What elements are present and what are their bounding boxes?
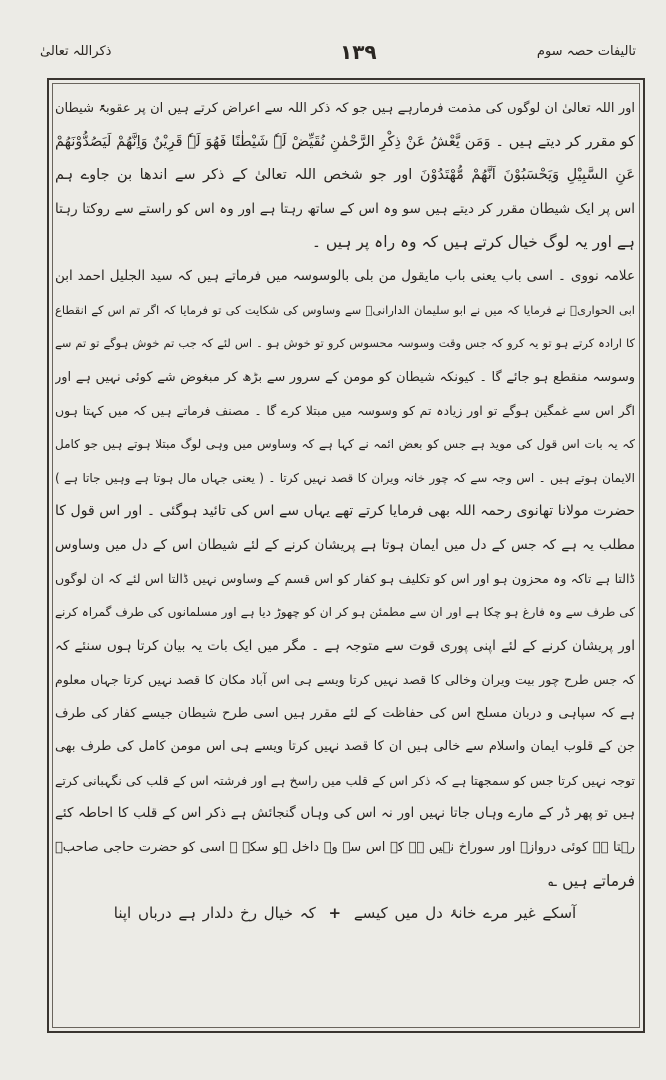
quran-verse-line: عَنِ السَّبِیْلِ وَیَحْسَبُوْنَ اَنَّھُمْ مُّھْتَدُوْنَ اور جو شخص اللہ تعالیٰ کے ذکر سے اندھا بن جاوے ہم (55, 167, 635, 184)
couplet-first-hemistich: آسکے غیر مرے خانۂ دل میں کیسے (353, 904, 577, 923)
text-line: علامہ نووی ۔ اسی باب یعنی باب مایقول من بلی بالوسوسہ میں فرماتے ہیں کہ سید الجلیل احمد ابن (55, 267, 635, 284)
text-line: کہ یہ بات اس قول کی موید ہے جس کو بعض ائمہ نے کہا ہے کہ وساوس میں وہی لوگ مبتلا ہوتے ہیں جو کامل (55, 436, 635, 451)
text-line: جن کے قلوب ایمان واسلام سے خالی ہیں ان کا قصد نہیں کرتا ویسے ہی اس مومن کامل کی طرف بھی (55, 739, 635, 755)
couplet-separator: + (328, 904, 342, 923)
text-line: حضرت مولانا تھانوی رحمہ اللہ بھی فرمایا کرتے تھے یہاں سے اس کی تائید ہوگئی ۔ اور اس قول کا (55, 503, 635, 520)
couplet-second-hemistich: کہ خیال رخ دلدار ہے درباں اپنا (113, 904, 316, 923)
text-line: فرماتے ہیں ؎ (548, 871, 635, 890)
text-line: ابی الحواریؒ نے فرمایا کہ میں نے ابو سلیمان الدارانیؒ سے وساوس کی شکایت کی تو فرمایا کہ اگر تم اس کے انقطاع (55, 302, 635, 317)
page-header (40, 40, 636, 76)
text-line: اس پر ایک شیطان مقرر کر دیتے ہیں سو وہ اس کے ساتھ رہتا ہے اور وہ اس کو راستے سے روکتا رہتا (55, 200, 635, 217)
text-line: مطلب یہ ہے کہ جس کے دل میں ایمان ہوتا ہے پریشان کرنے کے لئے شیطان اس کے دل میں وساوس (55, 536, 635, 553)
chapter-title: ذکراللہ تعالیٰ (40, 44, 112, 59)
quran-verse-line: کو مقرر کر دیتے ہیں ۔ وَمَن یَّعْشُ عَنْ ذِکْرِ الرَّحْمٰنِ نُقَیِّضْ لَہٗ شَیْطٰنًا فَھُوَ لَہٗ قَرِیْنٌ وَاِنَّھُمْ لَیَصُدُّوْنَھُمْ (55, 133, 635, 150)
text-line: ہیں تو پھر ڈر کے مارے وہاں جاتا نہیں اور نہ اس کی وہاں گنجائش ہے ذکر اس کے قلب کا احاطہ کئے (55, 805, 635, 822)
text-line: رہتا ہے کوئی دروازہ اور سوراخ نہیں ہے کہ اس سے وہ داخل ہو سکے ۔ اسی کو حضرت حاجی صاحبؒ (55, 840, 635, 856)
text-line: کا ارادہ کرتے ہو تو یہ کرو کہ جس وقت وسوسہ محسوس کرو تو خوش ہو ۔ اس لئے کہ جب تم خوش ہوگے تو تم سے (55, 336, 635, 351)
text-line: کہ جس طرح چور بیت ویران وخالی کا قصد نہیں کرتا ویسے ہی اس آباد مکان کا قصد نہیں کرتا جہاں معلوم (55, 672, 635, 688)
text-line: ڈالتا ہے تاکہ وہ محزون ہو اور اس کو تکلیف ہو کفار کو اس قسم کے وساوس نہیں ڈالتا اس لئے کہ ان لوگوں (55, 571, 635, 587)
text-line: ہے اور یہ لوگ خیال کرتے ہیں کہ وہ راہ پر ہیں ۔ (311, 233, 635, 252)
text-line: اور پریشان کرنے کے لئے اپنی پوری قوت سے متوجہ ہے ۔ مگر میں ایک بات یہ بیان کرتا ہوں سنئے کہ (55, 637, 635, 654)
book-title: تالیفات حصہ سوم (536, 44, 636, 59)
text-line: اگر اس سے غمگین ہوگے تو اور زیادہ تم کو وسوسہ میں مبتلا کرے گا ۔ مصنف فرماتے ہیں کہ میں کہتا ہوں (55, 403, 635, 419)
poetry-couplet (55, 898, 635, 928)
text-line: کی طرف سے وہ فارغ ہو چکا ہے اور ان سے مطمئن ہو کر ان کو چھوڑ دیا ہے اور مسلمانوں کی طرف گمراہ کرنے (55, 604, 635, 619)
text-line: وسوسہ منقطع ہو جائے گا ۔ کیونکہ شیطان کو مومن کے سرور سے بڑھ کر مبغوض شے کوئی نہیں ہے اور (55, 369, 635, 385)
text-line: اور اللہ تعالیٰ ان لوگوں کی مذمت فرمارہے ہیں جو کہ ذکر اللہ سے اعراض کرتے ہیں ان پر عقوبۃً شیطان (55, 101, 635, 116)
page-body (55, 92, 635, 1012)
text-line: ہے کہ سپاہی و دربان مسلح اس کی حفاظت کے لئے مقرر ہیں اسی طرح شیطان جیسے کفار کی طرف (55, 705, 635, 721)
page-number: ۱۳۹ (340, 40, 377, 64)
text-line: توجہ نہیں کرتا جس کو سمجھتا ہے کہ ذکر اس کے قلب میں راسخ ہے اور فرشتہ اس کے قلب کی نگہبانی کرتے (55, 772, 635, 788)
text-line: الایمان ہوتے ہیں ۔ اس وجہ سے کہ چور خانہ ویران کا قصد نہیں کرتا ۔ ( یعنی جہاں مال ہوتا ہے وہیں جاتا ہے ) (55, 470, 635, 485)
